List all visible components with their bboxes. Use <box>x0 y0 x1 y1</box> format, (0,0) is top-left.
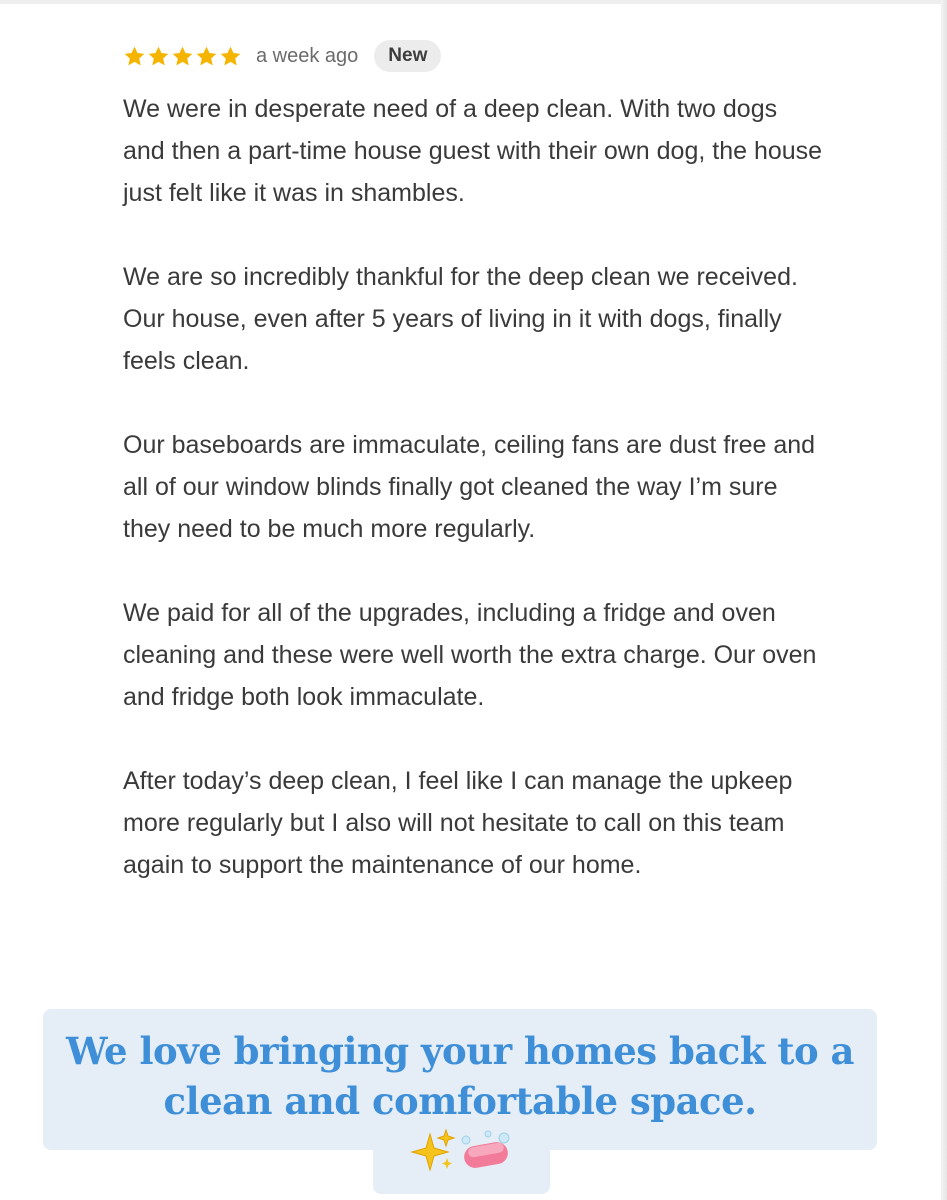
review-card <box>123 38 823 886</box>
top-border <box>0 0 947 4</box>
review-paragraph: We were in desperate need of a deep clean. With two dogs and then a part-time house guest with their own dog, the house just felt like it was in shambles. <box>123 95 823 207</box>
star-icon <box>195 45 218 68</box>
new-badge: New <box>374 40 441 72</box>
review-meta <box>123 38 823 74</box>
emoji-row <box>410 1126 520 1176</box>
star-icon <box>171 45 194 68</box>
review-body <box>123 88 823 886</box>
caption-text: We love bringing your homes back to a clean and comfortable space. <box>66 1029 854 1123</box>
review-paragraph: We are so incredibly thankful for the deep clean we received. Our house, even after 5 years of living in it with dogs, finally feels clean. <box>123 263 798 375</box>
sparkles-icon <box>410 1128 456 1174</box>
review-time: a week ago <box>256 44 359 67</box>
right-border <box>941 0 947 1200</box>
star-icon <box>123 45 146 68</box>
review-paragraph: Our baseboards are immaculate, ceiling fans are dust free and all of our window blinds finally got cleaned the way I’m sure they need to be much more regularly. <box>123 431 816 543</box>
star-icon <box>219 45 242 68</box>
star-icon <box>147 45 170 68</box>
star-rating <box>123 45 242 68</box>
soap-icon <box>458 1128 514 1174</box>
review-paragraph: After today’s deep clean, I feel like I can manage the upkeep more regularly but I also will not hesitate to call on this team again to support the maintenance of our home. <box>123 767 793 879</box>
review-paragraph: We paid for all of the upgrades, including a fridge and oven cleaning and these were well worth the extra charge. Our oven and fridge both look immaculate. <box>123 599 817 711</box>
